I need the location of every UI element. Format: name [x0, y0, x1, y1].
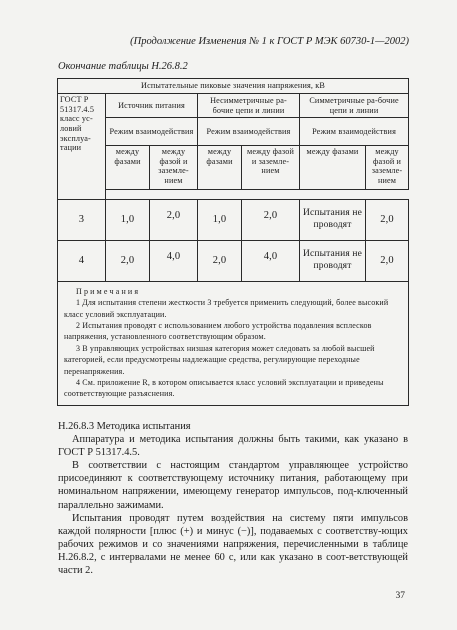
value-cell: Испытания не проводят	[300, 241, 366, 282]
mode-label: Режим взаимодействия	[106, 118, 198, 146]
value-text: 2,0	[263, 209, 278, 221]
running-head: (Продолжение Изменения № 1 к ГОСТ Р МЭК 60730-1—2002)	[130, 36, 409, 47]
value-cell: 1,0	[106, 200, 150, 241]
value-cell: 2,0	[366, 200, 409, 241]
side-header: ГОСТ Р 51317.4.5 класс ус-ловий эксплуа-тации	[58, 94, 106, 200]
sub-header-phases: между фазами	[198, 146, 242, 190]
value-cell	[150, 200, 198, 241]
table-row	[58, 241, 409, 282]
table-row	[58, 200, 409, 241]
value-cell: 2,0	[106, 241, 150, 282]
group-header-symmetric: Симметричные ра-бочие цепи и линии	[300, 94, 409, 118]
notes-title: Примечания	[76, 287, 141, 296]
note-item: 2 Испытания проводят с использованием любого устройства подавления всплесков напряжения, установленного соответствующим образом.	[64, 321, 372, 342]
table-caption: Окончание таблицы Н.26.8.2	[58, 61, 188, 72]
sub-header-phases: между фазами	[300, 146, 366, 190]
class-cell: 3	[58, 200, 106, 241]
value-text: 4,0	[263, 250, 278, 262]
sub-header-earth: между фазой и заземле-нием	[242, 146, 300, 190]
note-item: 3 В управляющих устройствах низшая категория может следовать за любой высшей категорией, если предусмотрены надлежащие средства, регулирующие переходные перенапряжения.	[64, 343, 375, 376]
note-item: 1 Для испытания степени жесткости 3 требуется применить следующий, более высокий класс условий эксплуатации.	[64, 298, 389, 319]
value-text: 4,0	[166, 250, 181, 262]
section-title: Н.26.8.3 Методика испытания	[58, 421, 191, 432]
sub-header-earth: между фазой и заземле-нием	[366, 146, 409, 190]
body-text	[58, 420, 408, 577]
value-cell: 1,0	[198, 200, 242, 241]
table-title: Испытательные пиковые значения напряжения, кВ	[58, 79, 409, 94]
group-header-asymmetric: Несимметричные ра-бочие цепи и линии	[198, 94, 300, 118]
sub-header-phases: между фазами	[106, 146, 150, 190]
paragraph: Аппаратура и методика испытания должны быть такими, как указано в ГОСТ Р 51317.4.5.	[58, 434, 408, 459]
note-item: 4 См. приложение R, в котором описывается класс условий эксплуатации и приведены соответствующие разъяснения.	[64, 377, 384, 399]
value-cell	[242, 200, 300, 241]
paragraph: В соответствии с настоящим стандартом управляющее устройство присоединяют к соответствующему источнику питания, работающему при номинальном напряжении, имеющему генератор импульсов, под-ключенный параллельно зажимами.	[58, 460, 408, 511]
value-cell	[150, 241, 198, 282]
voltage-table	[57, 78, 409, 406]
mode-label: Режим взаимодействия	[198, 118, 300, 146]
paragraph: Испытания проводят путем воздействия на систему пяти импульсов каждой полярности [плюс (+) и минус (−)], подаваемых с соответству-ющих рабочих режимов и со значениями напряжения, перечисленными в таблице Н.26.8.2, с интервалами не менее 60 с, или как указано в соот-ветствующей части 2.	[58, 512, 408, 577]
mode-label: Режим взаимодействия	[300, 118, 409, 146]
class-cell: 4	[58, 241, 106, 282]
value-cell	[242, 241, 300, 282]
page-number: 37	[395, 591, 405, 601]
value-cell: 2,0	[366, 241, 409, 282]
value-text: 2,0	[166, 209, 181, 221]
group-header-power: Источник питания	[106, 94, 198, 118]
sub-header-earth: между фазой и заземле-нием	[150, 146, 198, 190]
table-notes	[58, 282, 409, 406]
value-cell: 2,0	[198, 241, 242, 282]
value-cell: Испытания не проводят	[300, 200, 366, 241]
